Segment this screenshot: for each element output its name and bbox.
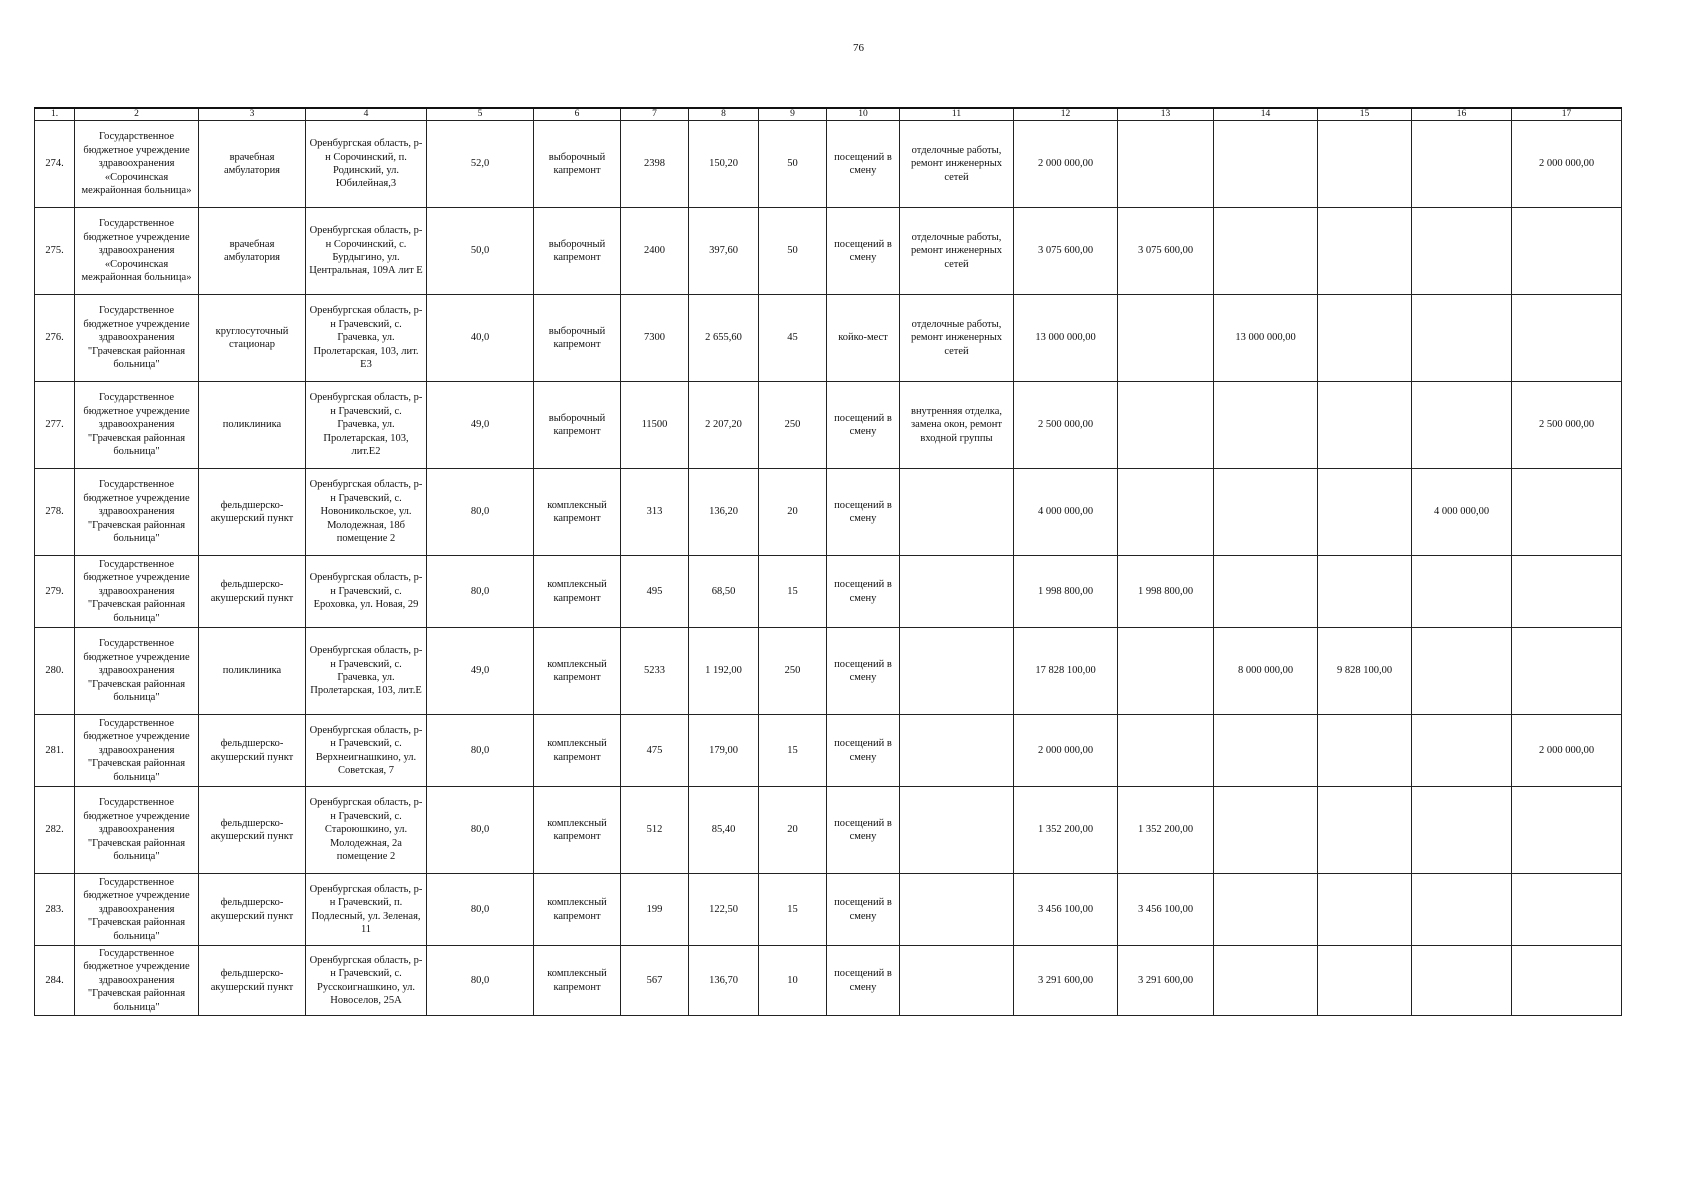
capacity-unit-cell: посещений в смену — [827, 946, 900, 1016]
capacity-unit-cell: посещений в смену — [827, 556, 900, 628]
repair-type-cell: комплексный капремонт — [534, 715, 621, 787]
total-amount-cell: 2 000 000,00 — [1014, 715, 1118, 787]
total-amount-cell: 2 500 000,00 — [1014, 382, 1118, 469]
amount-year-5-cell: 2 000 000,00 — [1512, 715, 1622, 787]
works-description-cell — [900, 946, 1014, 1016]
amount-year-3-cell — [1318, 469, 1412, 556]
organization-cell: Государственное бюджетное учреждение здравоохранения "Грачевская районная больница" — [75, 874, 199, 946]
works-description-cell — [900, 787, 1014, 874]
wear-percent-cell: 80,0 — [427, 874, 534, 946]
wear-percent-cell: 80,0 — [427, 946, 534, 1016]
column-header: 5 — [427, 108, 534, 121]
total-amount-cell: 4 000 000,00 — [1014, 469, 1118, 556]
year-built-cell: 2398 — [621, 121, 689, 208]
amount-year-3-cell: 9 828 100,00 — [1318, 628, 1412, 715]
amount-year-1-cell — [1118, 295, 1214, 382]
column-header: 11 — [900, 108, 1014, 121]
repair-type-cell: выборочный капремонт — [534, 121, 621, 208]
amount-year-1-cell: 3 291 600,00 — [1118, 946, 1214, 1016]
wear-percent-cell: 80,0 — [427, 787, 534, 874]
amount-year-1-cell — [1118, 121, 1214, 208]
amount-year-4-cell — [1412, 121, 1512, 208]
works-description-cell — [900, 628, 1014, 715]
address-cell: Оренбургская область, р-н Сорочинский, п. Родинский, ул. Юбилейная,3 — [306, 121, 427, 208]
amount-year-2-cell: 13 000 000,00 — [1214, 295, 1318, 382]
amount-year-3-cell — [1318, 382, 1412, 469]
organization-cell: Государственное бюджетное учреждение здравоохранения «Сорочинская межрайонная больница» — [75, 208, 199, 295]
amount-year-4-cell: 4 000 000,00 — [1412, 469, 1512, 556]
column-header: 8 — [689, 108, 759, 121]
column-header: 13 — [1118, 108, 1214, 121]
capacity-unit-cell: койко-мест — [827, 295, 900, 382]
amount-year-5-cell — [1512, 628, 1622, 715]
amount-year-4-cell — [1412, 208, 1512, 295]
table-row — [35, 121, 1622, 208]
year-built-cell: 7300 — [621, 295, 689, 382]
amount-year-2-cell — [1214, 469, 1318, 556]
amount-year-4-cell — [1412, 295, 1512, 382]
amount-year-2-cell — [1214, 715, 1318, 787]
capacity-unit-cell: посещений в смену — [827, 715, 900, 787]
column-header: 17 — [1512, 108, 1622, 121]
amount-year-3-cell — [1318, 715, 1412, 787]
amount-year-3-cell — [1318, 208, 1412, 295]
table-row — [35, 715, 1622, 787]
capacity-cell: 15 — [759, 715, 827, 787]
amount-year-5-cell: 2 000 000,00 — [1512, 121, 1622, 208]
amount-year-1-cell: 3 456 100,00 — [1118, 874, 1214, 946]
works-description-cell: отделочные работы, ремонт инженерных сетей — [900, 295, 1014, 382]
wear-percent-cell: 80,0 — [427, 715, 534, 787]
table-row — [35, 556, 1622, 628]
total-amount-cell: 3 075 600,00 — [1014, 208, 1118, 295]
row-number-cell: 276. — [35, 295, 75, 382]
amount-year-2-cell — [1214, 787, 1318, 874]
total-amount-cell: 1 998 800,00 — [1014, 556, 1118, 628]
capacity-cell: 250 — [759, 628, 827, 715]
amount-year-3-cell — [1318, 787, 1412, 874]
amount-year-1-cell — [1118, 469, 1214, 556]
capacity-cell: 20 — [759, 787, 827, 874]
facility-type-cell: врачебная амбулатория — [199, 208, 306, 295]
column-header: 7 — [621, 108, 689, 121]
capacity-cell: 15 — [759, 874, 827, 946]
capacity-unit-cell: посещений в смену — [827, 382, 900, 469]
area-cell: 150,20 — [689, 121, 759, 208]
amount-year-1-cell: 1 998 800,00 — [1118, 556, 1214, 628]
row-number-cell: 283. — [35, 874, 75, 946]
area-cell: 85,40 — [689, 787, 759, 874]
area-cell: 136,20 — [689, 469, 759, 556]
amount-year-3-cell — [1318, 946, 1412, 1016]
column-header: 12 — [1014, 108, 1118, 121]
address-cell: Оренбургская область, р-н Сорочинский, с. Бурдыгино, ул. Центральная, 109А лит Е — [306, 208, 427, 295]
year-built-cell: 567 — [621, 946, 689, 1016]
works-description-cell — [900, 469, 1014, 556]
facility-type-cell: круглосуточный стационар — [199, 295, 306, 382]
works-description-cell — [900, 556, 1014, 628]
area-cell: 397,60 — [689, 208, 759, 295]
amount-year-5-cell — [1512, 295, 1622, 382]
column-header: 16 — [1412, 108, 1512, 121]
amount-year-5-cell — [1512, 874, 1622, 946]
amount-year-2-cell — [1214, 121, 1318, 208]
organization-cell: Государственное бюджетное учреждение здравоохранения "Грачевская районная больница" — [75, 382, 199, 469]
year-built-cell: 11500 — [621, 382, 689, 469]
amount-year-3-cell — [1318, 874, 1412, 946]
year-built-cell: 5233 — [621, 628, 689, 715]
address-cell: Оренбургская область, р-н Грачевский, с. Верхнеигнашкино, ул. Советская, 7 — [306, 715, 427, 787]
wear-percent-cell: 49,0 — [427, 628, 534, 715]
column-header: 14 — [1214, 108, 1318, 121]
works-description-cell: отделочные работы, ремонт инженерных сетей — [900, 121, 1014, 208]
column-header: 3 — [199, 108, 306, 121]
capital-repair-table — [34, 107, 1622, 1016]
column-header: 6 — [534, 108, 621, 121]
area-cell: 136,70 — [689, 946, 759, 1016]
area-cell: 1 192,00 — [689, 628, 759, 715]
column-header: 1. — [35, 108, 75, 121]
address-cell: Оренбургская область, р-н Грачевский, п. Подлесный, ул. Зеленая, 11 — [306, 874, 427, 946]
address-cell: Оренбургская область, р-н Грачевский, с. Грачевка, ул. Пролетарская, 103, лит.Е — [306, 628, 427, 715]
amount-year-1-cell — [1118, 628, 1214, 715]
repair-type-cell: комплексный капремонт — [534, 469, 621, 556]
address-cell: Оренбургская область, р-н Грачевский, с. Новоникольское, ул. Молодежная, 18б помещение 2 — [306, 469, 427, 556]
row-number-cell: 279. — [35, 556, 75, 628]
total-amount-cell: 3 291 600,00 — [1014, 946, 1118, 1016]
amount-year-1-cell: 3 075 600,00 — [1118, 208, 1214, 295]
repair-type-cell: комплексный капремонт — [534, 628, 621, 715]
organization-cell: Государственное бюджетное учреждение здравоохранения "Грачевская районная больница" — [75, 556, 199, 628]
table-row — [35, 787, 1622, 874]
amount-year-4-cell — [1412, 628, 1512, 715]
table-row — [35, 208, 1622, 295]
repair-type-cell: комплексный капремонт — [534, 946, 621, 1016]
facility-type-cell: фельдшерско-акушерский пункт — [199, 787, 306, 874]
area-cell: 179,00 — [689, 715, 759, 787]
row-number-cell: 274. — [35, 121, 75, 208]
wear-percent-cell: 80,0 — [427, 556, 534, 628]
total-amount-cell: 2 000 000,00 — [1014, 121, 1118, 208]
amount-year-3-cell — [1318, 556, 1412, 628]
year-built-cell: 2400 — [621, 208, 689, 295]
row-number-cell: 275. — [35, 208, 75, 295]
address-cell: Оренбургская область, р-н Грачевский, с. Ероховка, ул. Новая, 29 — [306, 556, 427, 628]
amount-year-1-cell — [1118, 715, 1214, 787]
amount-year-5-cell — [1512, 946, 1622, 1016]
amount-year-4-cell — [1412, 556, 1512, 628]
organization-cell: Государственное бюджетное учреждение здравоохранения "Грачевская районная больница" — [75, 787, 199, 874]
amount-year-3-cell — [1318, 295, 1412, 382]
table-row — [35, 946, 1622, 1016]
page-number: 76 — [853, 42, 864, 54]
amount-year-4-cell — [1412, 946, 1512, 1016]
capacity-cell: 250 — [759, 382, 827, 469]
column-header: 9 — [759, 108, 827, 121]
organization-cell: Государственное бюджетное учреждение здравоохранения «Сорочинская межрайонная больница» — [75, 121, 199, 208]
amount-year-2-cell: 8 000 000,00 — [1214, 628, 1318, 715]
amount-year-2-cell — [1214, 208, 1318, 295]
row-number-cell: 278. — [35, 469, 75, 556]
table-row — [35, 382, 1622, 469]
repair-type-cell: выборочный капремонт — [534, 295, 621, 382]
table-row — [35, 628, 1622, 715]
amount-year-3-cell — [1318, 121, 1412, 208]
total-amount-cell: 3 456 100,00 — [1014, 874, 1118, 946]
amount-year-2-cell — [1214, 874, 1318, 946]
capacity-cell: 45 — [759, 295, 827, 382]
row-number-cell: 281. — [35, 715, 75, 787]
total-amount-cell: 1 352 200,00 — [1014, 787, 1118, 874]
amount-year-2-cell — [1214, 556, 1318, 628]
wear-percent-cell: 50,0 — [427, 208, 534, 295]
organization-cell: Государственное бюджетное учреждение здравоохранения "Грачевская районная больница" — [75, 946, 199, 1016]
year-built-cell: 495 — [621, 556, 689, 628]
works-description-cell: внутренняя отделка, замена окон, ремонт входной группы — [900, 382, 1014, 469]
amount-year-4-cell — [1412, 787, 1512, 874]
wear-percent-cell: 40,0 — [427, 295, 534, 382]
row-number-cell: 284. — [35, 946, 75, 1016]
column-header: 2 — [75, 108, 199, 121]
capacity-cell: 15 — [759, 556, 827, 628]
column-header: 15 — [1318, 108, 1412, 121]
total-amount-cell: 13 000 000,00 — [1014, 295, 1118, 382]
wear-percent-cell: 80,0 — [427, 469, 534, 556]
capacity-cell: 50 — [759, 121, 827, 208]
amount-year-5-cell — [1512, 469, 1622, 556]
works-description-cell: отделочные работы, ремонт инженерных сетей — [900, 208, 1014, 295]
year-built-cell: 199 — [621, 874, 689, 946]
capacity-unit-cell: посещений в смену — [827, 787, 900, 874]
row-number-cell: 277. — [35, 382, 75, 469]
amount-year-5-cell: 2 500 000,00 — [1512, 382, 1622, 469]
amount-year-5-cell — [1512, 787, 1622, 874]
total-amount-cell: 17 828 100,00 — [1014, 628, 1118, 715]
capacity-cell: 20 — [759, 469, 827, 556]
repair-type-cell: комплексный капремонт — [534, 556, 621, 628]
organization-cell: Государственное бюджетное учреждение здравоохранения "Грачевская районная больница" — [75, 628, 199, 715]
area-cell: 122,50 — [689, 874, 759, 946]
table-row — [35, 469, 1622, 556]
amount-year-4-cell — [1412, 874, 1512, 946]
address-cell: Оренбургская область, р-н Грачевский, с. Староюшкино, ул. Молодежная, 2а помещение 2 — [306, 787, 427, 874]
capacity-unit-cell: посещений в смену — [827, 469, 900, 556]
capacity-cell: 10 — [759, 946, 827, 1016]
address-cell: Оренбургская область, р-н Грачевский, с. Грачевка, ул. Пролетарская, 103, лит. Е3 — [306, 295, 427, 382]
column-number-row — [35, 108, 1622, 121]
column-header: 10 — [827, 108, 900, 121]
capacity-unit-cell: посещений в смену — [827, 208, 900, 295]
column-header: 4 — [306, 108, 427, 121]
repair-type-cell: комплексный капремонт — [534, 787, 621, 874]
capacity-unit-cell: посещений в смену — [827, 628, 900, 715]
area-cell: 2 207,20 — [689, 382, 759, 469]
address-cell: Оренбургская область, р-н Грачевский, с. Русскоигнашкино, ул. Новоселов, 25А — [306, 946, 427, 1016]
capacity-unit-cell: посещений в смену — [827, 121, 900, 208]
organization-cell: Государственное бюджетное учреждение здравоохранения "Грачевская районная больница" — [75, 469, 199, 556]
area-cell: 2 655,60 — [689, 295, 759, 382]
year-built-cell: 512 — [621, 787, 689, 874]
amount-year-2-cell — [1214, 946, 1318, 1016]
row-number-cell: 280. — [35, 628, 75, 715]
capacity-unit-cell: посещений в смену — [827, 874, 900, 946]
repair-type-cell: комплексный капремонт — [534, 874, 621, 946]
area-cell: 68,50 — [689, 556, 759, 628]
wear-percent-cell: 49,0 — [427, 382, 534, 469]
organization-cell: Государственное бюджетное учреждение здравоохранения "Грачевская районная больница" — [75, 295, 199, 382]
organization-cell: Государственное бюджетное учреждение здравоохранения "Грачевская районная больница" — [75, 715, 199, 787]
amount-year-2-cell — [1214, 382, 1318, 469]
works-description-cell — [900, 874, 1014, 946]
works-description-cell — [900, 715, 1014, 787]
amount-year-5-cell — [1512, 208, 1622, 295]
repair-type-cell: выборочный капремонт — [534, 208, 621, 295]
amount-year-1-cell — [1118, 382, 1214, 469]
table-row — [35, 295, 1622, 382]
row-number-cell: 282. — [35, 787, 75, 874]
address-cell: Оренбургская область, р-н Грачевский, с. Грачевка, ул. Пролетарская, 103, лит.Е2 — [306, 382, 427, 469]
wear-percent-cell: 52,0 — [427, 121, 534, 208]
year-built-cell: 475 — [621, 715, 689, 787]
facility-type-cell: поликлиника — [199, 628, 306, 715]
facility-type-cell: врачебная амбулатория — [199, 121, 306, 208]
amount-year-5-cell — [1512, 556, 1622, 628]
facility-type-cell: поликлиника — [199, 382, 306, 469]
year-built-cell: 313 — [621, 469, 689, 556]
facility-type-cell: фельдшерско-акушерский пункт — [199, 469, 306, 556]
facility-type-cell: фельдшерско-акушерский пункт — [199, 874, 306, 946]
repair-type-cell: выборочный капремонт — [534, 382, 621, 469]
capacity-cell: 50 — [759, 208, 827, 295]
amount-year-4-cell — [1412, 382, 1512, 469]
amount-year-4-cell — [1412, 715, 1512, 787]
facility-type-cell: фельдшерско-акушерский пункт — [199, 946, 306, 1016]
table-row — [35, 874, 1622, 946]
amount-year-1-cell: 1 352 200,00 — [1118, 787, 1214, 874]
facility-type-cell: фельдшерско-акушерский пункт — [199, 556, 306, 628]
facility-type-cell: фельдшерско-акушерский пункт — [199, 715, 306, 787]
